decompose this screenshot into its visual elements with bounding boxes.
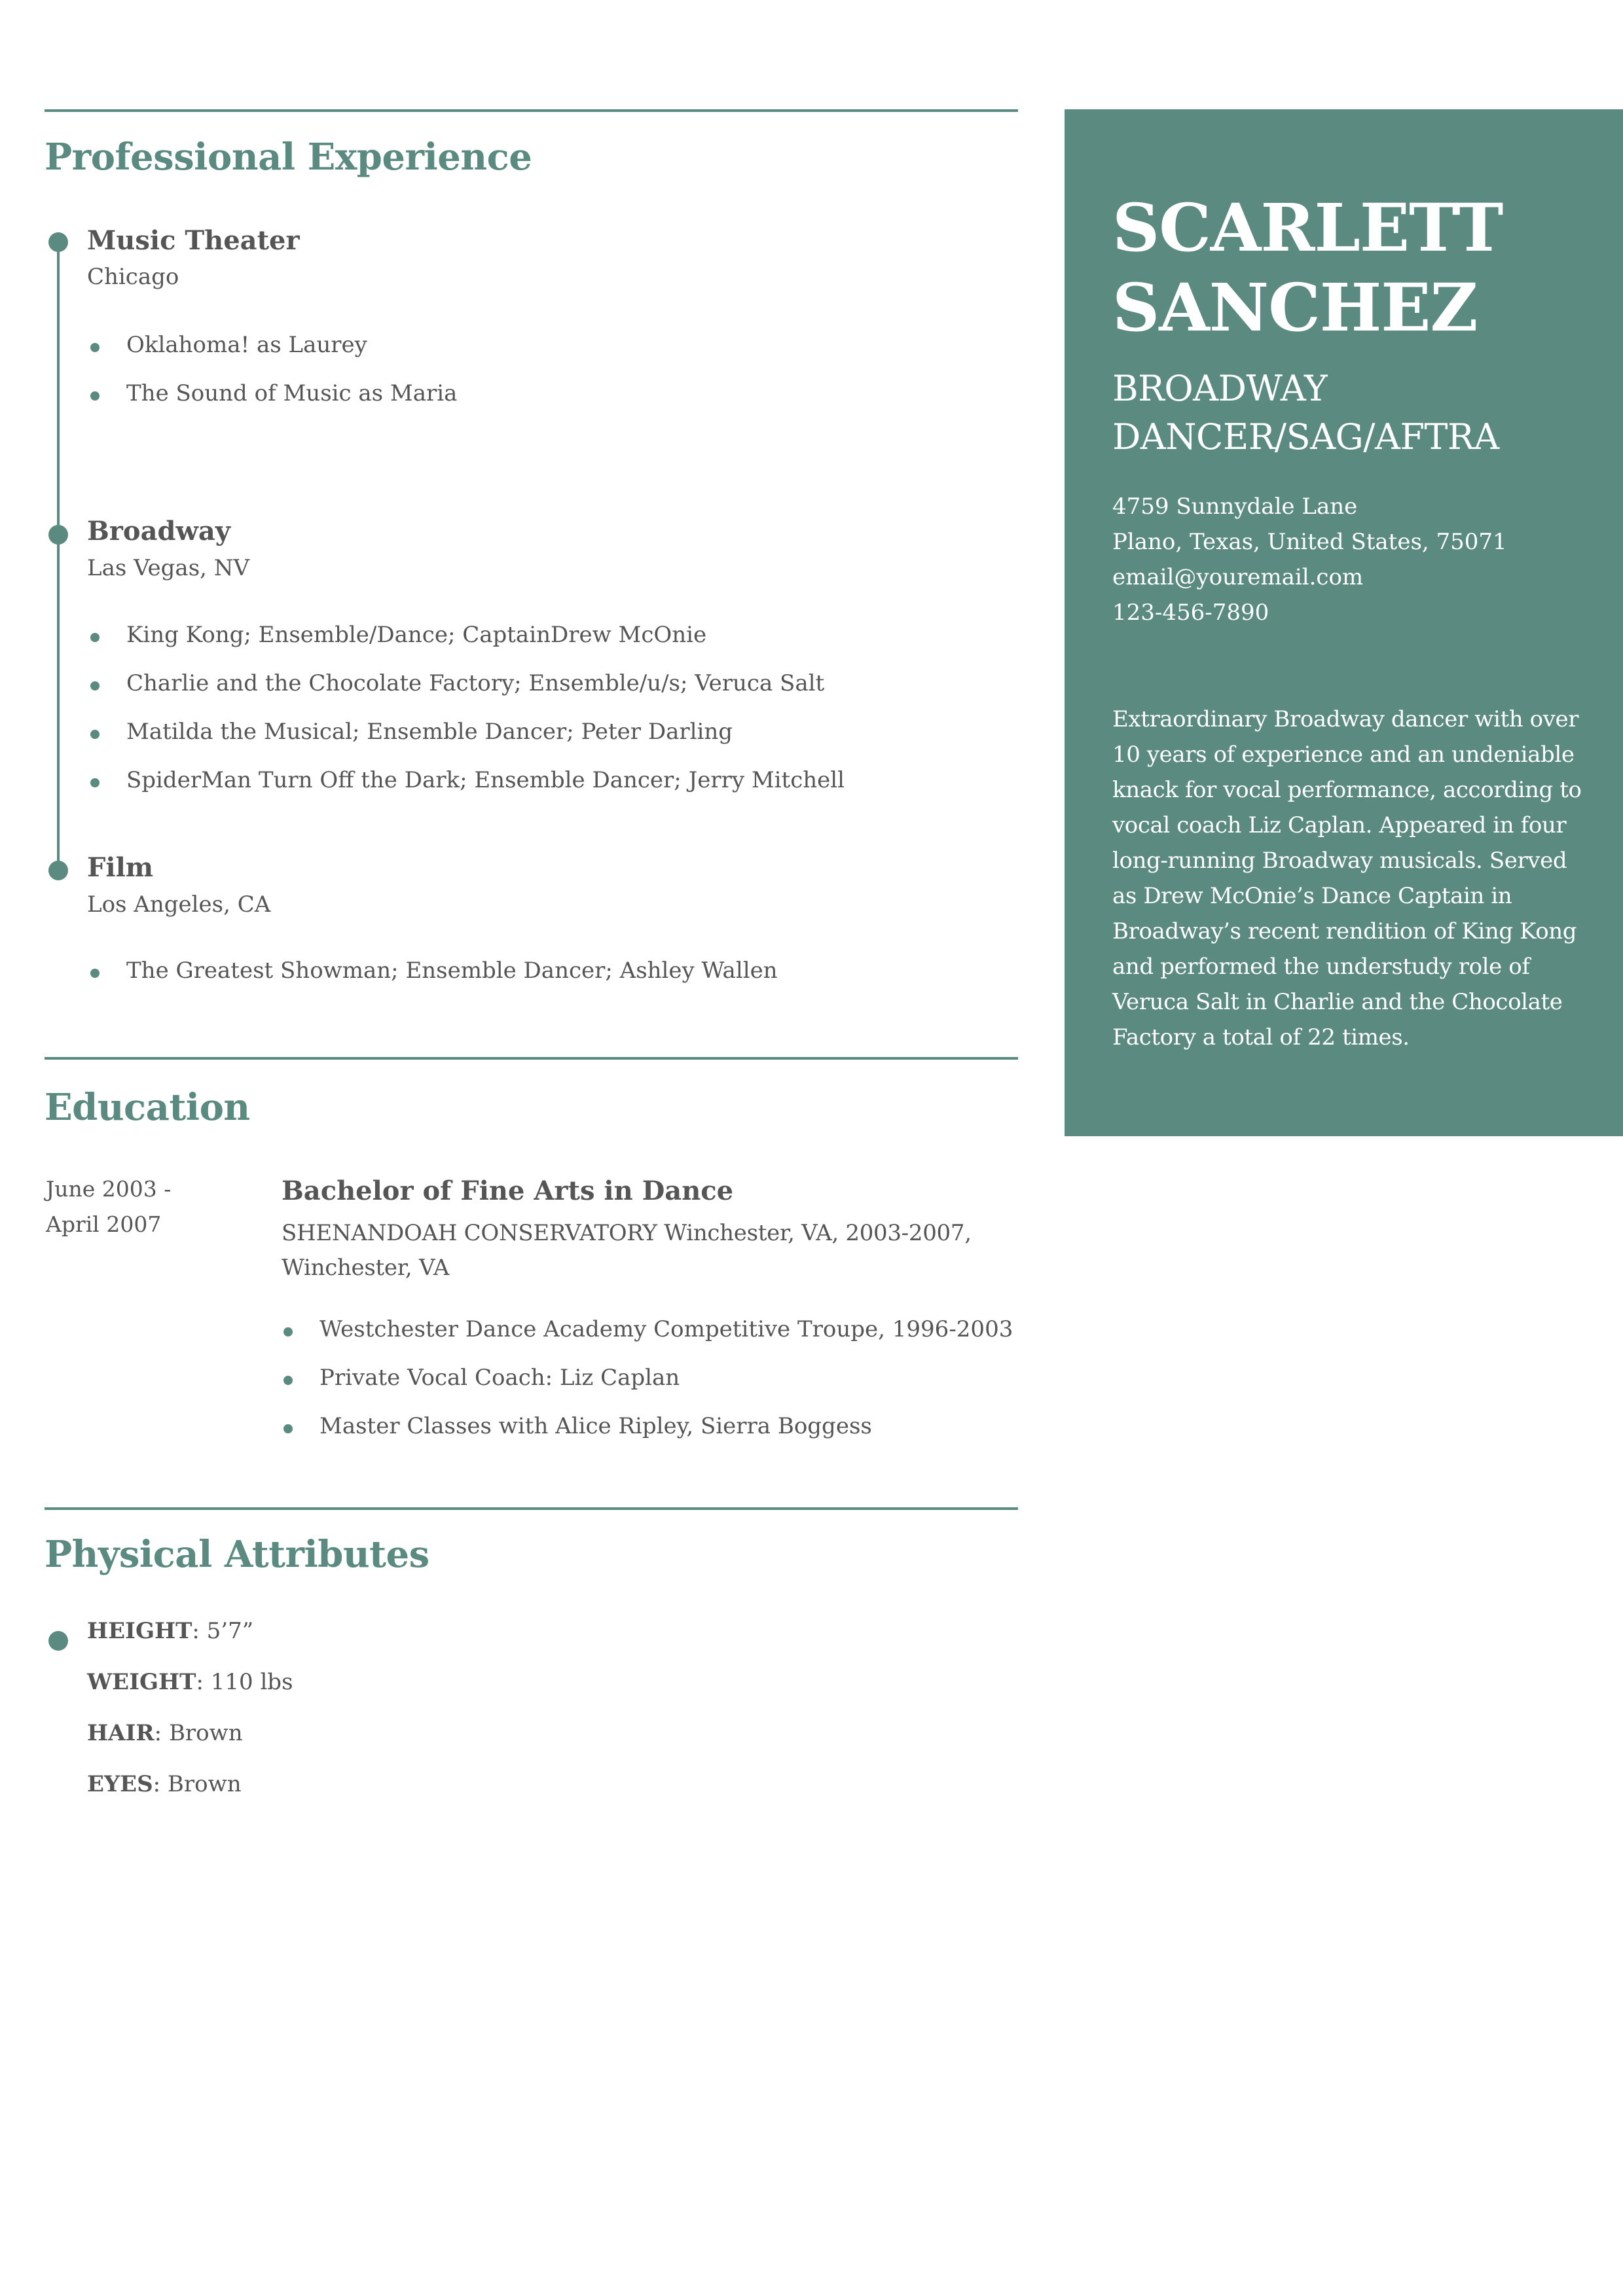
- attribute-height: HEIGHT: 5’7”: [87, 1618, 254, 1644]
- bullet-icon: [283, 1376, 293, 1385]
- list-item: Charlie and the Chocolate Factory; Ensemble/u/s; Veruca Salt: [126, 672, 824, 694]
- attribute-value: Brown: [167, 1771, 242, 1797]
- name-last: SANCHEZ: [1112, 269, 1478, 346]
- role-line-2: DANCER/SAG/AFTRA: [1112, 416, 1499, 457]
- address-line-1: 4759 Sunnydale Lane: [1112, 493, 1358, 520]
- attribute-label: HEIGHT: [87, 1618, 192, 1644]
- name-first: SCARLETT: [1112, 189, 1503, 266]
- attribute-hair: HAIR: Brown: [87, 1720, 243, 1746]
- section-divider: [45, 1057, 1018, 1060]
- attribute-label: EYES: [87, 1771, 153, 1797]
- job-location: Los Angeles, CA: [87, 891, 271, 918]
- list-item: King Kong; Ensemble/Dance; CaptainDrew McOnie: [126, 624, 706, 646]
- section-heading-education: Education: [45, 1086, 250, 1129]
- list-item: Westchester Dance Academy Competitive Troupe, 1996-2003: [319, 1318, 1013, 1340]
- section-heading-physical: Physical Attributes: [45, 1533, 429, 1576]
- bullet-icon: [90, 681, 100, 691]
- section-divider: [45, 1507, 1018, 1510]
- timeline-dot-icon: [48, 232, 68, 252]
- attribute-value: 5’7”: [206, 1618, 254, 1644]
- list-item: Oklahoma! as Laurey: [126, 334, 367, 356]
- education-date-end: April 2007: [46, 1211, 162, 1237]
- list-item: Matilda the Musical; Ensemble Dancer; Peter Darling: [126, 721, 733, 743]
- bullet-icon: [283, 1424, 293, 1433]
- school-name: SHENANDOAH CONSERVATORY Winchester, VA, 2003-2007, Winchester, VA: [282, 1220, 972, 1281]
- list-item: The Greatest Showman; Ensemble Dancer; Ashley Wallen: [126, 960, 778, 982]
- attribute-eyes: EYES: Brown: [87, 1771, 242, 1797]
- profile-summary: Extraordinary Broadway dancer with over 10 years of experience and an undeniable knack for vocal performance, according to vocal coach Liz Caplan. Appeared in four long-running Broadway musicals. Served as Drew McOnie’s Dance Captain in Broadway’s recent rendition of King Kong and performed the understudy role of Veruca Salt in Charlie and the Chocolate Factory a total of 22 times.: [1112, 706, 1582, 1050]
- job-title: Broadway: [87, 516, 231, 547]
- education-dates: [46, 1172, 171, 1242]
- timeline-dot-icon: [48, 861, 68, 880]
- attribute-weight: WEIGHT: 110 lbs: [87, 1669, 293, 1695]
- candidate-name: [1112, 188, 1503, 348]
- bullet-icon: [90, 778, 100, 787]
- job-title: Music Theater: [87, 225, 300, 256]
- degree-title: Bachelor of Fine Arts in Dance: [282, 1175, 734, 1206]
- email-link[interactable]: email@youremail.com: [1112, 564, 1364, 590]
- bullet-icon: [90, 633, 100, 642]
- role-line-1: BROADWAY: [1112, 368, 1328, 409]
- bullet-icon: [90, 343, 100, 352]
- bullet-icon: [90, 730, 100, 739]
- section-divider: [45, 109, 1018, 112]
- contact-block: [1112, 489, 1507, 630]
- section-heading-experience: Professional Experience: [45, 135, 532, 179]
- timeline-dot-icon: [48, 525, 68, 545]
- education-date-start: June 2003 -: [46, 1176, 172, 1202]
- job-location: Las Vegas, NV: [87, 555, 250, 581]
- profile-panel: [1065, 109, 1623, 1136]
- attribute-label: HAIR: [87, 1720, 155, 1746]
- attribute-label: WEIGHT: [87, 1669, 196, 1695]
- timeline-dot-icon: [48, 1631, 68, 1651]
- list-item: Master Classes with Alice Ripley, Sierra Boggess: [319, 1415, 872, 1437]
- candidate-role: [1112, 365, 1499, 461]
- address-line-2: Plano, Texas, United States, 75071: [1112, 529, 1507, 555]
- bullet-icon: [283, 1327, 293, 1336]
- attribute-value: 110 lbs: [210, 1669, 293, 1695]
- list-item: The Sound of Music as Maria: [126, 382, 457, 404]
- bullet-icon: [90, 391, 100, 401]
- bullet-icon: [90, 969, 100, 978]
- list-item: Private Vocal Coach: Liz Caplan: [319, 1367, 680, 1389]
- job-location: Chicago: [87, 264, 179, 290]
- job-title: Film: [87, 852, 154, 883]
- list-item: SpiderMan Turn Off the Dark; Ensemble Dancer; Jerry Mitchell: [126, 769, 845, 791]
- timeline-line: [57, 242, 60, 870]
- attribute-value: Brown: [168, 1720, 243, 1746]
- phone-number: 123-456-7890: [1112, 600, 1269, 626]
